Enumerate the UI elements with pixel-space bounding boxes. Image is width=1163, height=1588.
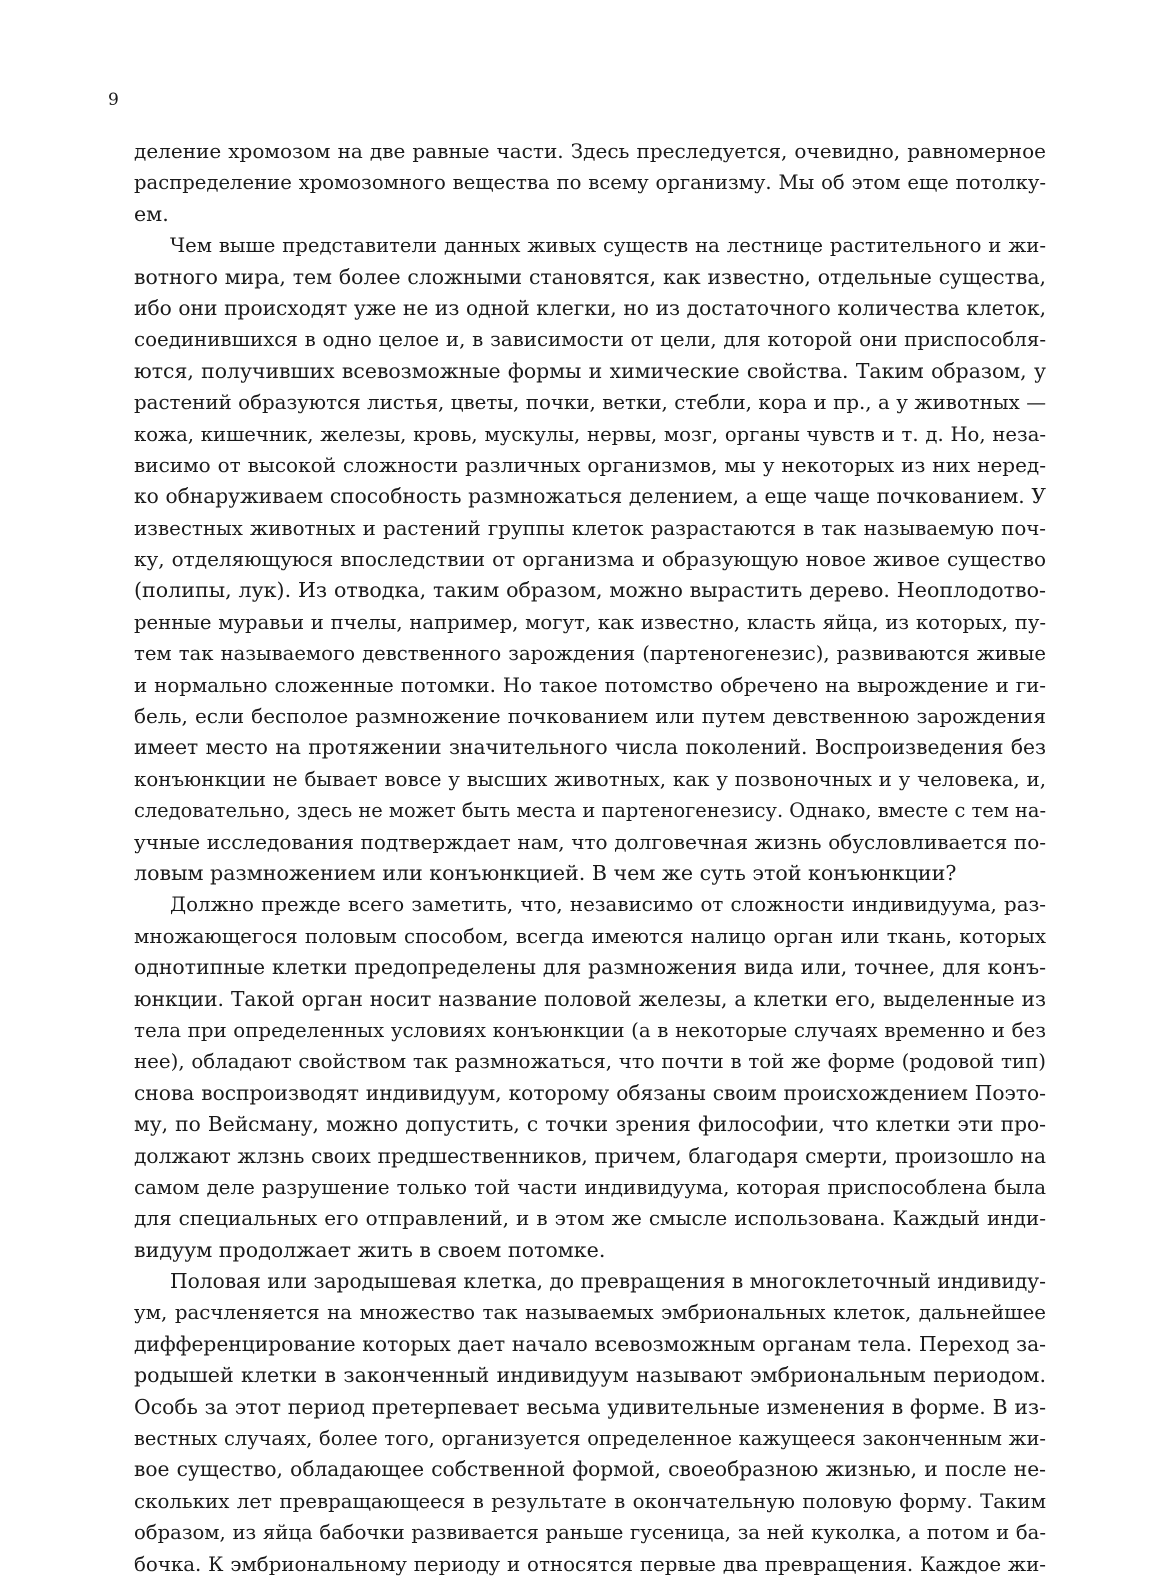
text-line: и нормально сложенные потомки. Но такое потомство обречено на вырождение и ги- <box>134 673 1046 697</box>
text-line: образом, из яйца бабочки развивается раньше гусеница, за ней куколка, а потом и ба- <box>134 1521 1046 1545</box>
text-line: должают жлзнь своих предшественников, причем, благодаря смерти, произошло на <box>134 1143 1046 1168</box>
text-line: ловым размножением или конъюнкцией. В чем же суть этой конъюнкции? <box>134 860 957 885</box>
text-line: самом деле разрушение только той части индивидуума, которая приспособлена была <box>134 1175 1046 1199</box>
text-line: Половая или зародышевая клетка, до превращения в многоклеточный индивиду- <box>170 1269 1046 1294</box>
text-line: дифференцирование которых дает начало всевозможным органам тела. Переход за- <box>134 1331 1046 1356</box>
text-line: учные исследования подтверждает нам, что долговечная жизнь обусловливается по- <box>134 829 1046 854</box>
text-line: кожа, кишечник, железы, кровь, мускулы, нервы, мозг, органы чувств и т. д. Но, неза- <box>134 422 1046 446</box>
text-line: видуум продолжает жить в своем потомке. <box>134 1237 606 1262</box>
text-line: Должно прежде всего заметить, что, независимо от сложности индивидуума, раз- <box>170 893 1046 917</box>
text-line: вестных случаях, более того, организуется определенное кажущееся законченным жи- <box>134 1427 1046 1451</box>
text-line: ренные муравьи и пчелы, например, могут, как известно, класть яйца, из которых, пу- <box>134 610 1046 634</box>
text-line: распределение хромозомного вещества по всему организму. Мы об этом еще потолку- <box>134 171 1046 195</box>
text-line: ку, отделяющуюся впоследствии от организма и образующую новое живое существо <box>134 547 1046 572</box>
text-line: ем. <box>134 201 169 226</box>
text-line: ко обнаруживаем способность размножаться делением, а еще чаще почкованием. У <box>134 484 1046 509</box>
text-line: множающегося половым способом, всегда имеются налицо орган или ткань, которых <box>134 924 1046 948</box>
text-line: родышей клетки в законченный индивидуум называют эмбриональным периодом. <box>134 1363 1046 1388</box>
text-line: конъюнкции не бывает вовсе у высших животных, как у позвоночных и у человека, и, <box>134 767 1046 791</box>
text-line: (полипы, лук). Из отводка, таким образом, можно вырастить дерево. Неоплодотво- <box>134 578 1046 603</box>
text-line: ются, получивших всевозможные формы и химические свойства. Таким образом, у <box>134 358 1046 383</box>
text-line: юнкции. Такой орган носит название половой железы, а клетки его, выделенные из <box>134 986 1046 1011</box>
text-line: тем так называемого девственного зарождения (партеногенезис), развиваются живые <box>134 642 1046 666</box>
text-line: следовательно, здесь не может быть места и партеногенезису. Однако, вместе с тем на- <box>134 799 1046 823</box>
text-line: бочка. К эмбриональному периоду и относятся первые два превращения. Каждое жи- <box>134 1552 1046 1576</box>
text-line: нее), обладают свойством так размножаться, что почти в той же форме (родовой тип) <box>134 1050 1046 1074</box>
text-line: для специальных его отправлений, и в этом же смысле использована. Каждый инди- <box>134 1206 1046 1231</box>
text-line: вотного мира, тем более сложными становятся, как известно, отдельные существа, <box>134 264 1046 289</box>
text-line: скольких лет превращающееся в результате в окончательную половую форму. Таким <box>134 1489 1046 1513</box>
body-text <box>134 136 1046 1580</box>
text-line: Особь за этот период претерпевает весьма удивительные изменения в форме. В из- <box>134 1394 1046 1419</box>
text-line: деление хромозом на две равные части. Здесь преследуется, очевидно, равномерное <box>134 139 1046 163</box>
text-line: бель, если бесполое размножение почкованием или путем девственною зарождения <box>134 704 1046 729</box>
text-line: соединившихся в одно целое и, в зависимости от цели, для которой они приспособля- <box>134 328 1046 352</box>
text-line: снова воспроизводят индивидуум, которому обязаны своим происхождением Поэто- <box>134 1080 1046 1105</box>
text-line: тела при определенных условиях конъюнкции (а в некоторые случаях временно и без <box>134 1018 1046 1042</box>
text-line: растений образуются листья, цветы, почки, ветки, стебли, кора и пр., а у животных — <box>134 391 1046 415</box>
text-line: ум, расчленяется на множество так называемых эмбриональных клеток, дальнейшее <box>134 1301 1046 1325</box>
text-line: Чем выше представители данных живых существ на лестнице растительного и жи- <box>170 234 1046 258</box>
text-line: вое существо, обладающее собственной формой, своеобразною жизнью, и после не- <box>134 1457 1046 1482</box>
text-line: имеет место на протяжении значительного числа поколений. Воспроизведения без <box>134 735 1046 760</box>
text-line: ибо они происходят уже не из одной клегки, но из достаточного количества клеток, <box>134 295 1046 320</box>
page-number: 9 <box>108 90 119 110</box>
text-line: висимо от высокой сложности различных организмов, мы у некоторых из них неред- <box>134 452 1046 477</box>
text-line: однотипные клетки предопределены для размножения вида или, точнее, для конъ- <box>134 955 1046 980</box>
text-line: му, по Вейсману, можно допустить, с точки зрения философии, что клетки эти про- <box>134 1112 1046 1137</box>
text-line: известных животных и растений группы клеток разрастаются в так называемую поч- <box>134 516 1046 540</box>
